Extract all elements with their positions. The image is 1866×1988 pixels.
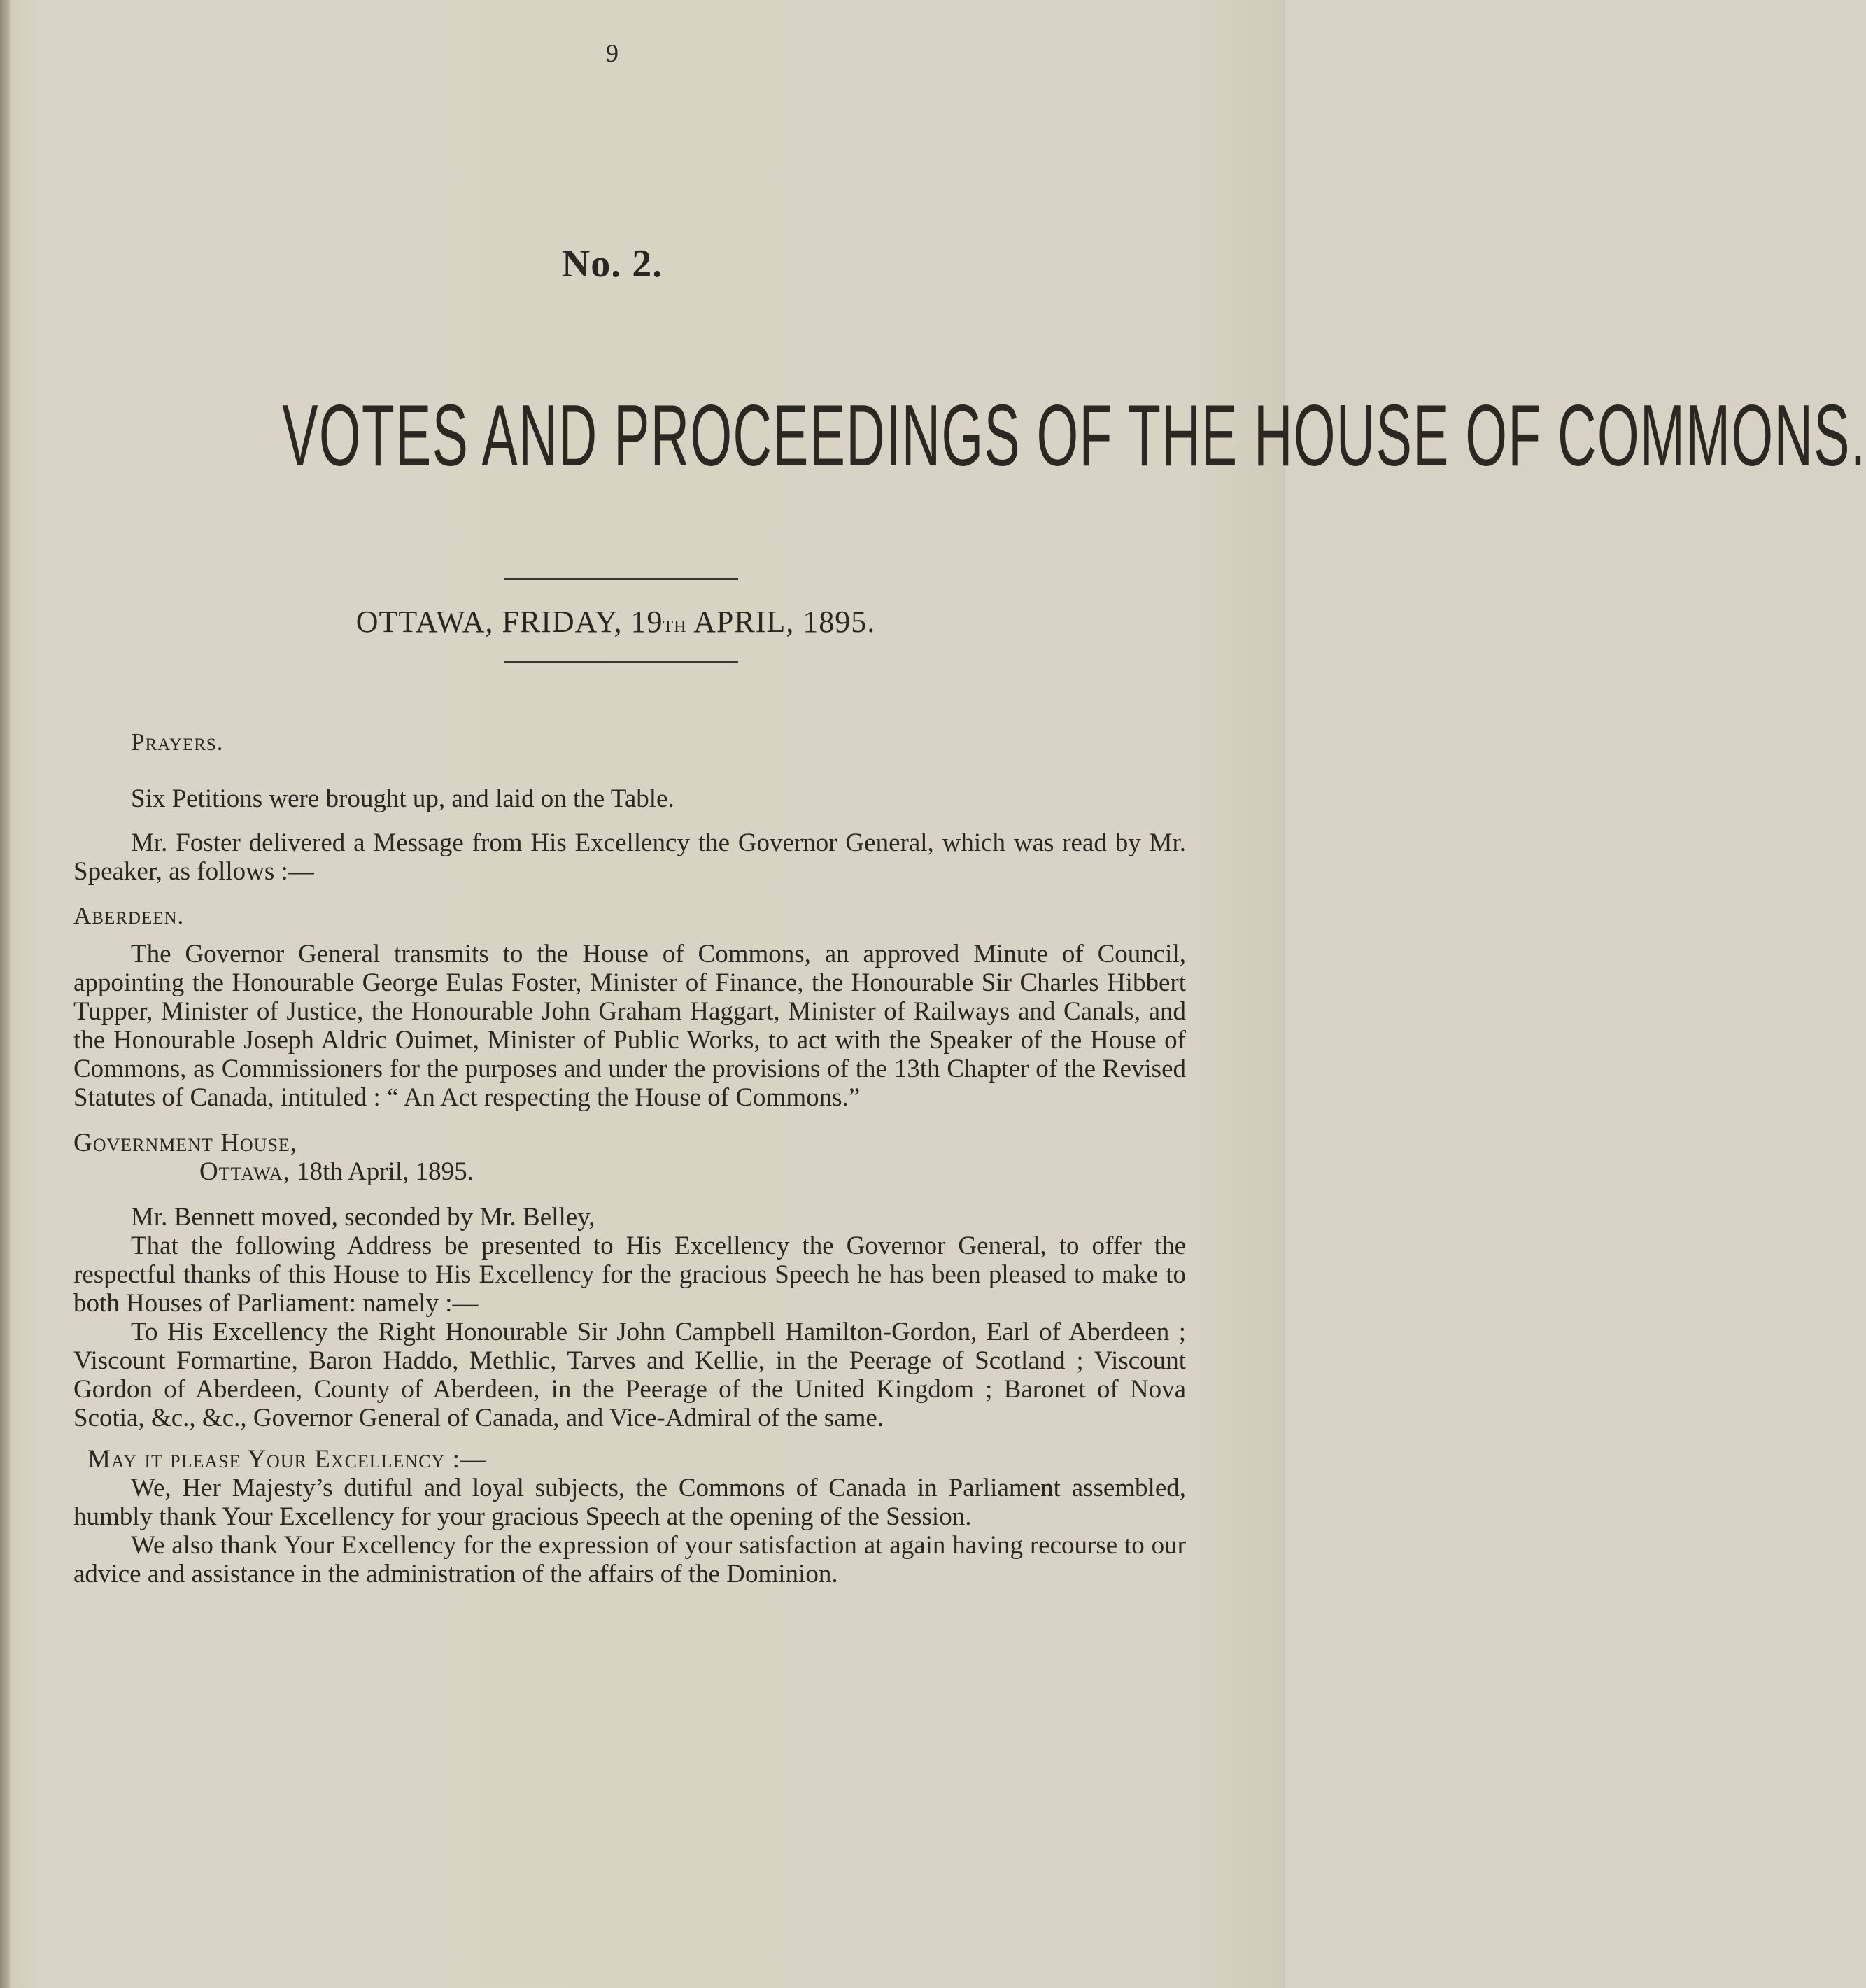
book-spine-shadow bbox=[0, 0, 10, 1988]
divider-bottom bbox=[504, 661, 738, 663]
date-line bbox=[0, 604, 1231, 640]
proceedings-body bbox=[73, 728, 1186, 1588]
document-number: No. 2. bbox=[561, 242, 663, 285]
message-intro-paragraph: Mr. Foster delivered a Message from His Excellency the Governor General, which was read by Mr. Speaker, as follows :— bbox=[73, 829, 1186, 886]
date-rest: APRIL, 1895. bbox=[686, 605, 876, 639]
motion-body-paragraph: That the following Address be presented to His Excellency the Governor General, to offer the respectful thanks of this House to His Excellency for the gracious Speech he has been pleased to make to both Houses of Parliament: namely :— bbox=[73, 1232, 1186, 1318]
motion-intro-paragraph: Mr. Bennett moved, seconded by Mr. Belley, bbox=[131, 1203, 595, 1232]
date-prefix: OTTAWA, FRIDAY, 19 bbox=[355, 605, 663, 639]
divider-top bbox=[504, 578, 738, 580]
petitions-paragraph: Six Petitions were brought up, and laid on the Table. bbox=[131, 784, 674, 813]
address-to-paragraph: To His Excellency the Right Honourable Sir John Campbell Hamilton-Gordon, Earl of Aberdeen ; Viscount Formartine, Baron Haddo, Methlic, Tarves and Kellie, in the Peerage of Scotland ; Viscount Gordon of Aberdeen, County of Aberdeen, in the Peerage of the United Kingdom ; Baronet of Nova Scotia, &c., &c., Governor General of Canada, and Vice-Admiral of the same. bbox=[73, 1318, 1186, 1432]
address-paragraph-1: We, Her Majesty’s dutiful and loyal subjects, the Commons of Canada in Parliament assembled, humbly thank Your Excellency for your gracious Speech at the opening of the Session. bbox=[73, 1474, 1186, 1531]
date-ordinal-suffix: th bbox=[663, 612, 687, 637]
main-title: VOTES AND PROCEEDINGS OF THE HOUSE OF COMMONS. bbox=[282, 388, 1866, 484]
prayers-heading: Prayers. bbox=[131, 728, 224, 756]
government-house-line: Government House, bbox=[73, 1129, 298, 1157]
message-body-paragraph: The Governor General transmits to the House of Commons, an approved Minute of Council, appointing the Honourable George Eulas Foster, Minister of Finance, the Honourable Sir Charles Hibbert Tupper, Minister of Justice, the Honourable John Graham Haggart, Minister of Railways and Canals, and the Honourable Joseph Aldric Ouimet, Minister of Public Works, to act with the Speaker of the House of Commons, as Commissioners for the purposes and under the provisions of the 13th Chapter of the Revised Statutes of Canada, intituled : “ An Act respecting the House of Commons.” bbox=[73, 940, 1186, 1112]
page-number: 9 bbox=[606, 39, 619, 67]
signature-aberdeen: Aberdeen. bbox=[73, 902, 185, 929]
government-house-date-line bbox=[73, 1157, 1186, 1186]
salutation-line: May it please Your Excellency :— bbox=[87, 1445, 487, 1474]
government-house-date: 18th April, 1895. bbox=[290, 1157, 474, 1186]
ottawa-place: Ottawa, bbox=[199, 1157, 290, 1186]
address-paragraph-2: We also thank Your Excellency for the expression of your satisfaction at again having recourse to our advice and assistance in the administration of the affairs of the Dominion. bbox=[73, 1531, 1186, 1588]
